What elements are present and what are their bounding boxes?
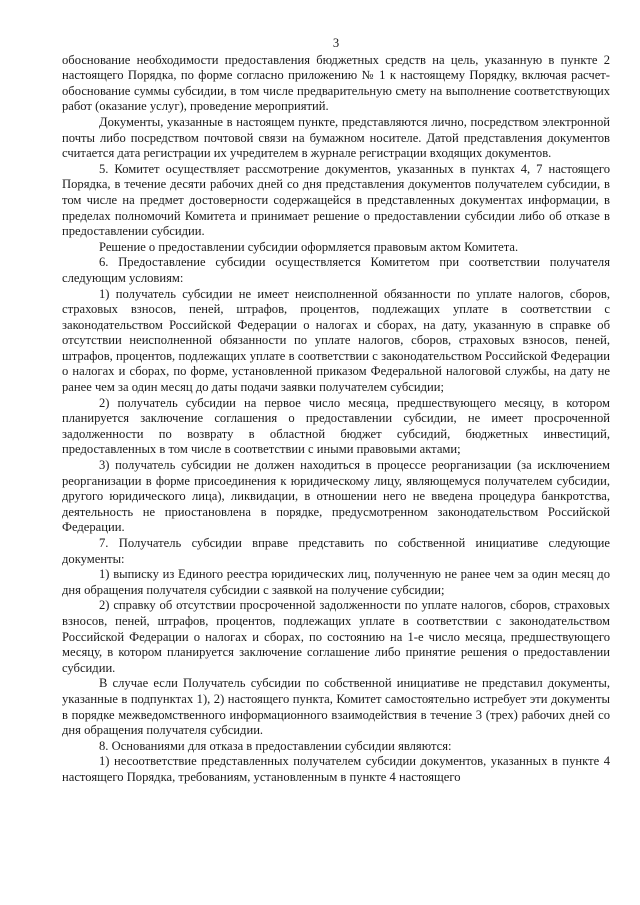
paragraph-clause-5: 5. Комитет осуществляет рассмотрение документов, указанных в пунктах 4, 7 настоящего Порядка, в течение десяти рабочих дней со дня представления документов получателем субсидии, в том числе на предмет достоверности содержащейся в представленных документах информации, в пределах полномочий Комитета и принимает решение о предоставлении субсидии либо об отказе в предоставлении субсидии. bbox=[62, 161, 610, 239]
page-number: 3 bbox=[332, 36, 340, 50]
paragraph-clause-8-item-1: 1) несоответствие представленных получателем субсидии документов, указанных в пункте 4 настоящего Порядка, требованиям, установленным в пункте 4 настоящего bbox=[62, 754, 610, 784]
paragraph-clause-8: 8. Основаниями для отказа в предоставлении субсидии являются: bbox=[99, 738, 452, 753]
paragraph-clause-6-item-2: 2) получатель субсидии на первое число месяца, предшествующего месяцу, в котором планируется заключение соглашения о предоставлении субсидии, не имеет просроченной задолженности по возврату в областной бюджет субсидий, бюджетных инвестиций, предоставленных в том числе в соответствии с иными правовыми актами; bbox=[62, 395, 610, 457]
paragraph-clause-6-item-1: 1) получатель субсидии не имеет неисполненной обязанности по уплате налогов, сборов, страховых взносов, пеней, штрафов, процентов, подлежащих уплате в соответствии с законодательством Российской Федерации о налогах и сборах, на дату, указанную в справке об отсутствии неисполненной обязанности по уплате налогов, сборов, страховых взносов, пеней, штрафов, процентов, подлежащих уплате в соответствии с законодательством Российской Федерации о налогах и сборах, по форме, установленной приказом Федеральной налоговой службы, на дату не ранее чем за один месяц до даты подачи заявки получателем субсидии; bbox=[62, 286, 610, 395]
paragraph-continuation: обоснование необходимости предоставления бюджетных средств на цель, указанную в пункте 2 настоящего Порядка, по форме согласно приложению № 1 к настоящему Порядку, включая расчет-обоснование суммы субсидии, в том числе предварительную смету на выполнение соответствующих работ (оказание услуг), проведение мероприятий. bbox=[62, 52, 610, 114]
paragraph-clause-7: 7. Получатель субсидии вправе представить по собственной инициативе следующие документы: bbox=[62, 536, 610, 566]
paragraph-documents-submission: Документы, указанные в настоящем пункте, представляются лично, посредством электронной почты либо посредством почтовой связи на бумажном носителе. Датой представления документов считается дата регистрации их учредителем в журнале регистрации входящих документов. bbox=[62, 114, 610, 161]
paragraph-clause-6-item-3: 3) получатель субсидии не должен находиться в процессе реорганизации (за исключением реорганизации в форме присоединения к юридическому лицу, являющемуся получателем субсидии, другого юридического лица), ликвидации, в отношении него не введена процедура банкротства, деятельность не приостановлена в порядке, предусмотренном законодательством Российской Федерации. bbox=[62, 458, 610, 535]
document-page bbox=[62, 36, 610, 786]
paragraph-clause-6: 6. Предоставление субсидии осуществляется Комитетом при соответствии получателя следующим условиям: bbox=[62, 255, 610, 285]
paragraph-clause-7-item-2: 2) справку об отсутствии просроченной задолженности по уплате налогов, сборов, страховых взносов, пеней, штрафов, процентов, подлежащих уплате в соответствии с законодательством Российской Федерации о налогах и сборах, по состоянию на 1-е число месяца, предшествующего месяцу, в котором планируется заключение соглашение либо принятие решения о предоставлении субсидии. bbox=[62, 598, 610, 675]
paragraph-clause-7-note: В случае если Получатель субсидии по собственной инициативе не представил документы, указанные в подпунктах 1), 2) настоящего пункта, Комитет самостоятельно истребует эти документы в порядке межведомственного информационного взаимодействия в течение 3 (трех) рабочих дней со дня обращения получателя субсидии. bbox=[62, 676, 610, 738]
paragraph-clause-7-item-1: 1) выписку из Единого реестра юридических лиц, полученную не ранее чем за один месяц до дня обращения получателя субсидии с заявкой на получение субсидии; bbox=[62, 567, 610, 597]
paragraph-decision: Решение о предоставлении субсидии оформляется правовым актом Комитета. bbox=[99, 239, 519, 254]
